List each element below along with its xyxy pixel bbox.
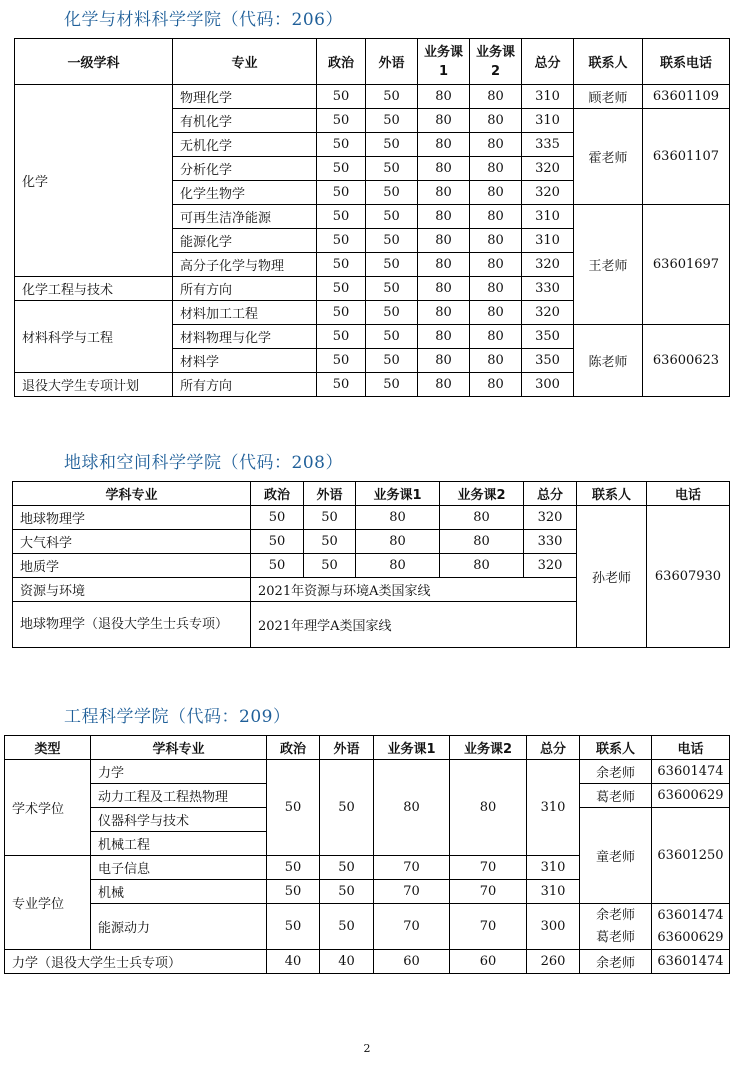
header-cell: 总分 [527,736,580,760]
score-cell: 50 [317,277,366,301]
score-cell: 80 [418,133,470,157]
score-cell: 80 [356,506,440,530]
header-cell: 外语 [304,482,356,506]
score-cell: 335 [522,133,574,157]
score-cell: 320 [522,181,574,205]
major-cell: 分析化学 [173,157,317,181]
score-cell: 50 [317,181,366,205]
score-cell: 50 [366,133,418,157]
contact-phone: 63600629 [657,929,724,945]
major-cell: 动力工程及工程热物理 [91,784,267,808]
score-cell: 80 [418,157,470,181]
score-cell: 50 [320,856,374,880]
major-cell: 地质学 [13,554,251,578]
table-row [15,85,730,109]
score-cell: 50 [317,205,366,229]
header-cell: 学科专业 [13,482,251,506]
major-cell: 能源化学 [173,229,317,253]
header-cell: 业务课2 [450,736,527,760]
score-cell: 80 [470,205,522,229]
header-cell: 电话 [647,482,730,506]
score-cell: 80 [440,530,524,554]
contact-name: 孙老师 [577,506,647,648]
header-cell: 学科专业 [91,736,267,760]
score-cell: 80 [418,373,470,397]
header-cell: 总分 [524,482,577,506]
major-cell: 可再生洁净能源 [173,205,317,229]
header-cell: 一级学科 [15,39,173,85]
score-cell: 80 [418,85,470,109]
major-cell: 地球物理学（退役大学生士兵专项） [13,602,251,648]
score-cell: 80 [470,85,522,109]
score-cell: 310 [527,760,580,856]
score-cell: 260 [527,950,580,974]
page-number: 2 [363,1042,371,1055]
score-cell: 80 [418,301,470,325]
section-title-earth-space: 地球和空间科学学院（代码：208） [64,453,343,473]
score-cell: 80 [418,109,470,133]
header-cell: 联系人 [574,39,643,85]
discipline-cell: 化学 [15,85,173,277]
score-cell: 80 [470,277,522,301]
score-cell: 50 [366,229,418,253]
header-cell: 联系人 [577,482,647,506]
score-cell: 50 [304,530,356,554]
score-cell: 320 [524,554,577,578]
score-cell: 50 [267,904,320,950]
score-cell: 330 [524,530,577,554]
header-cell: 外语 [320,736,374,760]
table-row [5,904,730,950]
score-cell: 70 [450,904,527,950]
score-cell: 50 [317,133,366,157]
major-cell: 大气科学 [13,530,251,554]
score-cell: 50 [366,349,418,373]
score-cell: 50 [366,277,418,301]
header-cell: 业务课2 [470,39,522,85]
score-cell: 80 [418,229,470,253]
header-cell: 业务课2 [440,482,524,506]
discipline-cell: 退役大学生专项计划 [15,373,173,397]
score-cell: 70 [450,856,527,880]
score-cell: 50 [317,253,366,277]
score-cell: 80 [470,301,522,325]
score-cell: 50 [366,109,418,133]
score-cell: 50 [267,880,320,904]
score-cell: 80 [470,133,522,157]
contact-name: 王老师 [574,205,643,325]
header-cell: 业务课1 [374,736,450,760]
contact-phone: 63600623 [643,325,730,397]
score-cell: 50 [366,253,418,277]
contact-name: 顾老师 [574,85,643,109]
header-row [5,736,730,760]
header-row [15,39,730,85]
score-cell: 310 [527,880,580,904]
score-cell: 50 [267,856,320,880]
score-cell: 50 [320,760,374,856]
score-cell: 50 [366,301,418,325]
score-cell: 80 [418,325,470,349]
score-cell: 50 [251,530,304,554]
major-cell: 材料物理与化学 [173,325,317,349]
score-cell: 310 [522,205,574,229]
score-cell: 40 [320,950,374,974]
header-cell: 总分 [522,39,574,85]
score-cell: 50 [320,904,374,950]
score-cell: 80 [418,277,470,301]
contact-name: 余老师 [580,760,652,784]
major-cell: 机械 [91,880,267,904]
contact-names [580,904,652,950]
contact-phone: 63601474 [657,907,724,923]
contact-phone: 63601474 [652,950,730,974]
discipline-cell: 材料科学与工程 [15,301,173,373]
score-cell: 70 [374,880,450,904]
score-cell: 50 [304,506,356,530]
major-cell: 地球物理学 [13,506,251,530]
contact-phone: 63601250 [652,808,730,904]
score-cell: 70 [374,856,450,880]
score-cell: 310 [527,856,580,880]
contact-phone: 63601697 [643,205,730,325]
score-cell: 50 [366,157,418,181]
type-cell: 学术学位 [5,760,91,856]
score-cell: 80 [470,181,522,205]
score-cell: 80 [450,760,527,856]
score-cell: 350 [522,349,574,373]
header-row [13,482,730,506]
score-cell: 80 [418,181,470,205]
contact-phone: 63607930 [647,506,730,648]
score-cell: 50 [267,760,320,856]
contact-phone: 63601474 [652,760,730,784]
score-cell: 80 [470,373,522,397]
major-cell: 材料加工工程 [173,301,317,325]
score-cell: 50 [317,157,366,181]
major-cell: 所有方向 [173,277,317,301]
contact-name: 余老师 [595,907,635,923]
score-cell: 70 [450,880,527,904]
contact-name: 陈老师 [574,325,643,397]
score-cell: 80 [470,157,522,181]
major-cell: 材料学 [173,349,317,373]
major-cell: 有机化学 [173,109,317,133]
header-cell: 外语 [366,39,418,85]
header-cell: 政治 [317,39,366,85]
score-cell: 80 [418,205,470,229]
score-cell: 80 [470,229,522,253]
score-cell: 80 [374,760,450,856]
score-cell: 80 [418,349,470,373]
score-cell: 80 [470,349,522,373]
header-cell: 政治 [267,736,320,760]
score-cell: 50 [317,373,366,397]
score-cell: 70 [374,904,450,950]
contact-name: 葛老师 [580,784,652,808]
table-chemistry [14,38,730,397]
major-cell: 仪器科学与技术 [91,808,267,832]
header-cell: 联系人 [580,736,652,760]
score-cell: 80 [418,253,470,277]
major-cell: 高分子化学与物理 [173,253,317,277]
header-cell: 政治 [251,482,304,506]
section-title-chemistry: 化学与材料科学学院（代码：206） [64,10,343,30]
score-cell: 50 [366,85,418,109]
score-cell: 80 [440,506,524,530]
score-cell: 50 [251,506,304,530]
score-cell: 60 [450,950,527,974]
score-cell: 50 [317,325,366,349]
major-cell: 资源与环境 [13,578,251,602]
contact-phone: 63600629 [652,784,730,808]
header-cell: 业务课1 [418,39,470,85]
contact-name: 童老师 [580,808,652,904]
note-cell: 2021年资源与环境A类国家线 [251,578,577,602]
score-cell: 300 [522,373,574,397]
section-title-engineering: 工程科学学院（代码：209） [64,707,291,727]
score-cell: 80 [356,530,440,554]
score-cell: 80 [470,325,522,349]
table-row [5,950,730,974]
contact-name: 霍老师 [574,109,643,205]
score-cell: 50 [366,325,418,349]
score-cell: 80 [470,253,522,277]
header-cell: 专业 [173,39,317,85]
major-cell: 化学生物学 [173,181,317,205]
major-cell: 无机化学 [173,133,317,157]
table-engineering [4,735,730,974]
score-cell: 40 [267,950,320,974]
table-row [5,760,730,784]
score-cell: 300 [527,904,580,950]
contact-name: 葛老师 [595,929,635,945]
header-cell: 联系电话 [643,39,730,85]
score-cell: 320 [522,301,574,325]
score-cell: 50 [320,880,374,904]
discipline-cell: 化学工程与技术 [15,277,173,301]
contact-phone: 63601107 [643,109,730,205]
major-cell: 力学（退役大学生士兵专项） [5,950,267,974]
contact-name: 余老师 [580,950,652,974]
score-cell: 320 [522,253,574,277]
header-cell: 电话 [652,736,730,760]
header-cell: 类型 [5,736,91,760]
major-cell: 物理化学 [173,85,317,109]
score-cell: 50 [304,554,356,578]
score-cell: 60 [374,950,450,974]
major-cell: 电子信息 [91,856,267,880]
score-cell: 320 [524,506,577,530]
score-cell: 50 [317,301,366,325]
table-row [13,506,730,530]
score-cell: 80 [470,109,522,133]
score-cell: 310 [522,85,574,109]
type-cell: 专业学位 [5,856,91,950]
score-cell: 50 [317,349,366,373]
score-cell: 310 [522,229,574,253]
score-cell: 50 [317,85,366,109]
score-cell: 50 [251,554,304,578]
note-cell: 2021年理学A类国家线 [251,602,577,648]
score-cell: 80 [440,554,524,578]
major-cell: 力学 [91,760,267,784]
table-earth-space [12,481,730,648]
major-cell: 能源动力 [91,904,267,950]
score-cell: 50 [317,229,366,253]
score-cell: 50 [366,373,418,397]
score-cell: 320 [522,157,574,181]
score-cell: 310 [522,109,574,133]
score-cell: 50 [317,109,366,133]
score-cell: 50 [366,181,418,205]
score-cell: 50 [366,205,418,229]
major-cell: 所有方向 [173,373,317,397]
score-cell: 80 [356,554,440,578]
score-cell: 330 [522,277,574,301]
score-cell: 350 [522,325,574,349]
major-cell: 机械工程 [91,832,267,856]
contact-phone: 63601109 [643,85,730,109]
header-cell: 业务课1 [356,482,440,506]
contact-phones [652,904,730,950]
